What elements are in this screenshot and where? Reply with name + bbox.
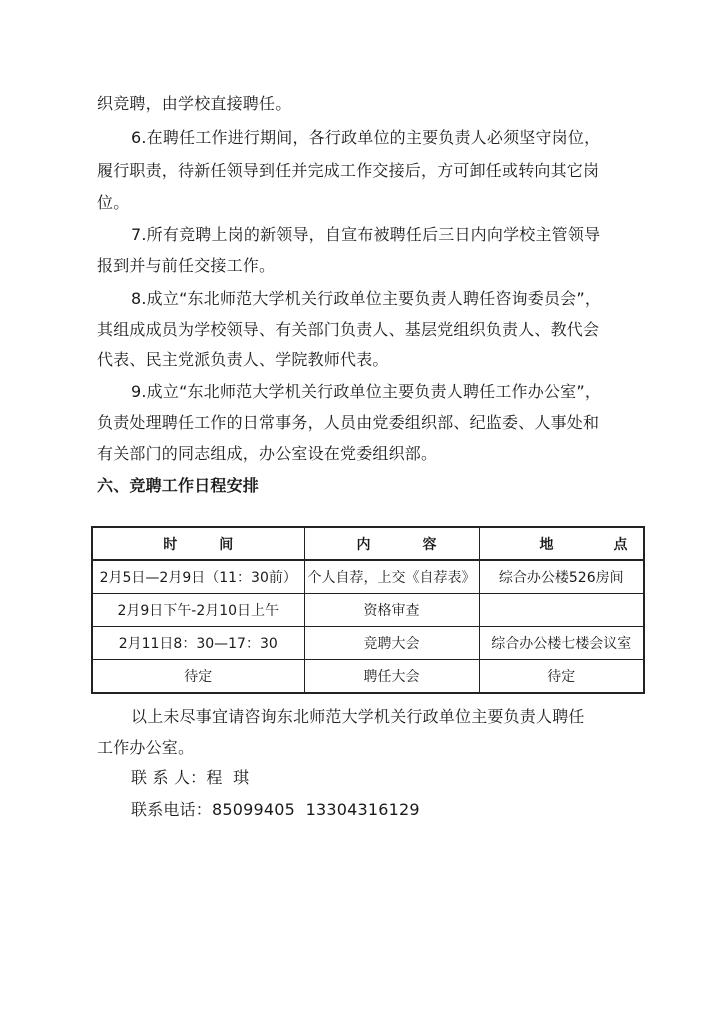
item-9-line-3: 有关部门的同志组成，办公室设在党委组织部。 — [97, 444, 438, 463]
table-row — [92, 659, 644, 693]
cell-time: 2月5日—2月9日（11：30前） — [92, 560, 304, 594]
item-7-line-2: 报到并与前任交接工作。 — [97, 256, 276, 275]
contact-person-name: 程 琪 — [206, 768, 250, 787]
contact-phone — [131, 800, 420, 820]
item-6-line-2: 履行职责，待新任领导到任并完成工作交接后，方可卸任或转向其它岗 — [97, 161, 600, 180]
header-content: 内容 — [304, 527, 479, 560]
cell-location: 综合办公楼七楼会议室 — [479, 626, 644, 659]
header-location: 地点 — [479, 527, 644, 560]
item-9-line-2: 负责处理聘任工作的日常事务，人员由党委组织部、纪监委、人事处和 — [97, 413, 600, 432]
contact-person — [131, 768, 249, 788]
schedule-table — [91, 526, 688, 694]
cell-content: 竞聘大会 — [304, 626, 479, 659]
item-6-line-1: 6.在聘任工作进行期间，各行政单位的主要负责人必须坚守岗位， — [131, 128, 601, 147]
closing-line-1: 以上未尽事宜请咨询东北师范大学机关行政单位主要负责人聘任 — [131, 707, 585, 726]
contact-phone-label: 联系电话： — [131, 800, 213, 819]
closing-line-2: 工作办公室。 — [97, 738, 195, 757]
header-time: 时间 — [92, 527, 304, 560]
table-row — [92, 594, 644, 627]
cell-location — [479, 594, 644, 627]
item-8-line-1: 8.成立“东北师范大学机关行政单位主要负责人聘任咨询委员会”， — [131, 289, 602, 308]
cell-time: 2月9日下午-2月10日上午 — [92, 594, 304, 627]
table-header-row — [92, 527, 644, 560]
paragraph-line: 织竞聘，由学校直接聘任。 — [97, 94, 292, 113]
cell-location: 综合办公楼526房间 — [479, 560, 644, 594]
table-row — [92, 560, 644, 594]
contact-person-label: 联 系 人： — [131, 768, 207, 787]
cell-content: 个人自荐，上交《自荐表》 — [304, 560, 479, 594]
item-8-line-3: 代表、民主党派负责人、学院教师代表。 — [97, 350, 389, 369]
contact-phone-numbers: 85099405 13304316129 — [212, 800, 420, 819]
item-6-line-3: 位。 — [97, 193, 130, 212]
cell-content: 资格审查 — [304, 594, 479, 627]
cell-content: 聘任大会 — [304, 659, 479, 693]
item-8-line-2: 其组成成员为学校领导、有关部门负责人、基层党组织负责人、教代会 — [97, 320, 600, 339]
cell-location: 待定 — [479, 659, 644, 693]
item-7-line-1: 7.所有竞聘上岗的新领导，自宣布被聘任后三日内向学校主管领导 — [131, 225, 601, 244]
item-9-line-1: 9.成立“东北师范大学机关行政单位主要负责人聘任工作办公室”， — [131, 382, 602, 401]
section-heading: 六、竞聘工作日程安排 — [97, 476, 260, 495]
table-row — [92, 626, 644, 659]
cell-time: 待定 — [92, 659, 304, 693]
cell-time: 2月11日8：30—17：30 — [92, 626, 304, 659]
